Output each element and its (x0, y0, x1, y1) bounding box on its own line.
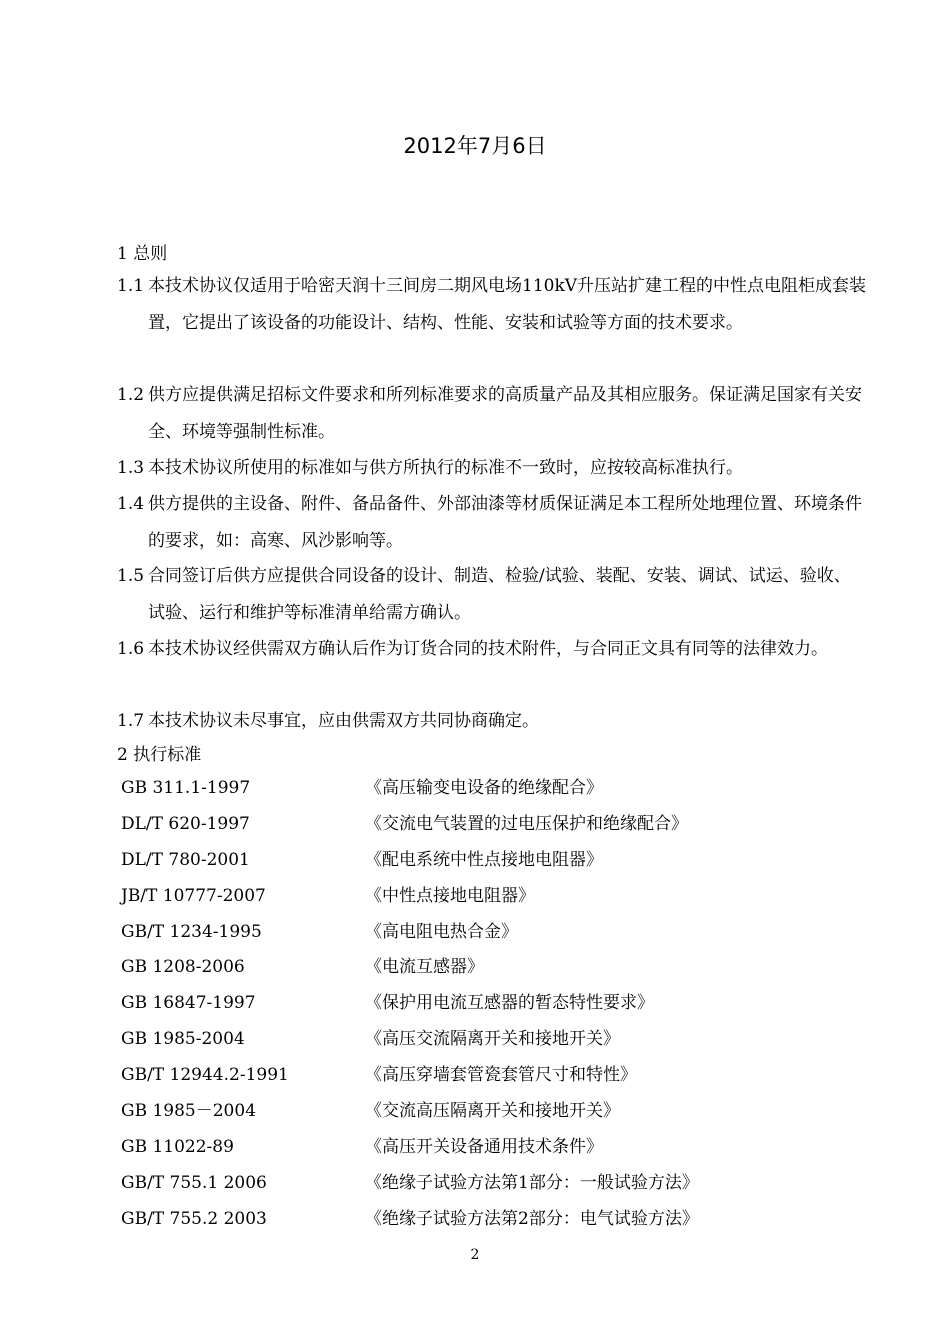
standard-code: GB/T 12944.2-1991 (121, 1065, 289, 1086)
standard-code: DL/T 620-1997 (121, 813, 250, 834)
standards-list (121, 772, 841, 1239)
standard-name: 《保护用电流互感器的暂态特性要求》 (365, 993, 654, 1014)
standard-name: 《高压交流隔离开关和接地开关》 (365, 1029, 620, 1050)
standard-name: 《交流电气装置的过电压保护和绝缘配合》 (365, 813, 688, 834)
standard-row (121, 772, 841, 808)
standard-row (121, 951, 841, 987)
clause-number: 1.7 (117, 711, 145, 731)
clause-text: 本技术协议经供需双方确认后作为订货合同的技术附件，与合同正文具有同等的法律效力。 (148, 639, 828, 659)
standard-name: 《绝缘子试验方法第2部分：电气试验方法》 (365, 1208, 699, 1229)
clause-1-5 (117, 558, 867, 631)
standard-code: GB 1985－2004 (121, 1101, 257, 1122)
standard-code: JB/T 10777-2007 (121, 885, 266, 906)
clause-text: 合同签订后供方应提供合同设备的设计、制造、检验/试验、装配、安装、调试、试运、验收、试验、运行和维护等标准清单给需方确认。 (148, 566, 851, 623)
clause-1-1 (117, 268, 867, 341)
standard-name: 《配电系统中性点接地电阻器》 (365, 849, 603, 870)
standard-row (121, 1059, 841, 1095)
section-2-title: 2 执行标准 (117, 745, 202, 765)
clause-number: 1.3 (117, 458, 145, 478)
standard-name: 《电流互感器》 (365, 957, 484, 978)
standard-row (121, 1131, 841, 1167)
clause-text: 本技术协议未尽事宜，应由供需双方共同协商确定。 (148, 711, 539, 731)
standard-code: GB 16847-1997 (121, 993, 256, 1014)
clause-number: 1.2 (117, 385, 145, 405)
standard-code: GB 1985-2004 (121, 1029, 245, 1050)
clause-1-7 (117, 703, 867, 740)
standard-row (121, 808, 841, 844)
standard-name: 《高电阻电热合金》 (365, 921, 518, 942)
clause-number: 1.1 (117, 276, 145, 296)
standard-code: DL/T 780-2001 (121, 849, 250, 870)
standard-code: GB/T 755.2 2003 (121, 1208, 267, 1229)
standard-code: GB/T 1234-1995 (121, 921, 262, 942)
page-number: 2 (470, 1247, 480, 1263)
clause-1-6 (117, 631, 867, 668)
clause-number: 1.4 (117, 494, 145, 514)
standard-name: 《高压输变电设备的绝缘配合》 (365, 778, 603, 798)
document-date: 2012年7月6日 (403, 134, 547, 158)
standard-row (121, 916, 841, 952)
standard-name: 《中性点接地电阻器》 (365, 885, 535, 906)
section-1-title: 1 总则 (117, 244, 168, 264)
standard-name: 《高压开关设备通用技术条件》 (365, 1136, 603, 1157)
standard-name: 《交流高压隔离开关和接地开关》 (365, 1101, 620, 1122)
clause-1-3 (117, 450, 867, 487)
clause-text: 本技术协议所使用的标准如与供方所执行的标准不一致时，应按较高标准执行。 (148, 458, 743, 478)
standard-code: GB/T 755.1 2006 (121, 1172, 267, 1193)
standard-row (121, 880, 841, 916)
standard-row (121, 1095, 841, 1131)
clause-1-2 (117, 377, 867, 450)
standard-row (121, 1167, 841, 1203)
standard-name: 《高压穿墙套管瓷套管尺寸和特性》 (365, 1065, 637, 1086)
clause-number: 1.5 (117, 566, 145, 586)
clause-text: 供方提供的主设备、附件、备品备件、外部油漆等材质保证满足本工程所处地理位置、环境条件的要求，如：高寒、风沙影响等。 (148, 494, 862, 551)
standard-row (121, 1203, 841, 1239)
clause-text: 本技术协议仅适用于哈密天润十三间房二期风电场110kV升压站扩建工程的中性点电阻柜成套装置，它提出了该设备的功能设计、结构、性能、安装和试验等方面的技术要求。 (148, 276, 867, 333)
clause-1-4 (117, 486, 867, 559)
standard-code: GB 11022-89 (121, 1136, 234, 1157)
standard-row (121, 987, 841, 1023)
clause-number: 1.6 (117, 639, 145, 659)
standard-row (121, 1023, 841, 1059)
standard-code: GB 311.1-1997 (121, 778, 251, 798)
standard-name: 《绝缘子试验方法第1部分：一般试验方法》 (365, 1172, 699, 1193)
standard-row (121, 844, 841, 880)
standard-code: GB 1208-2006 (121, 957, 245, 978)
clause-text: 供方应提供满足招标文件要求和所列标准要求的高质量产品及其相应服务。保证满足国家有关安全、环境等强制性标准。 (148, 385, 862, 442)
